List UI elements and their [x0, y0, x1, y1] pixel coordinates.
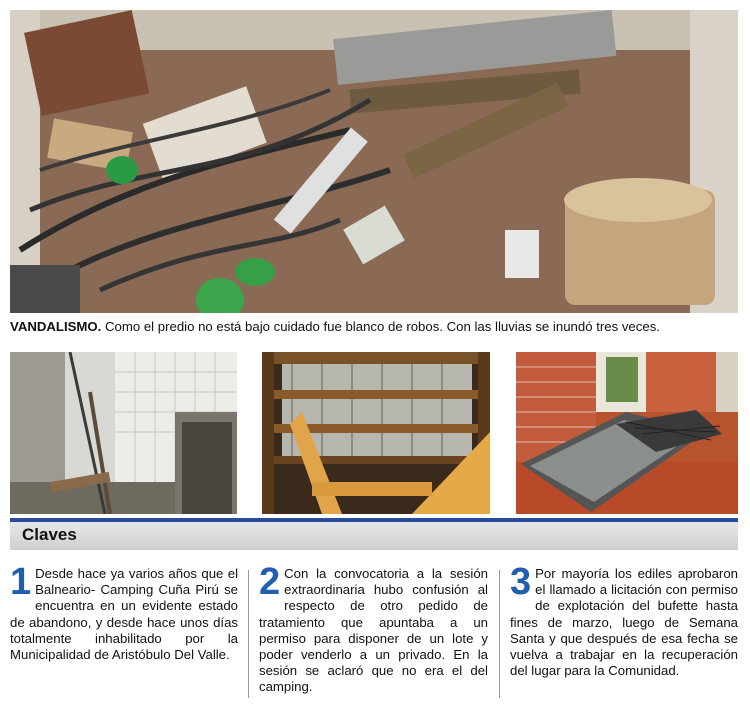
photo-broken-door [516, 352, 738, 514]
key-number: 2 [259, 561, 281, 603]
key-point-1 [10, 561, 238, 704]
photo-abandoned-room [10, 352, 237, 514]
main-photo-caption [10, 313, 738, 340]
column-separator [499, 570, 500, 698]
caption-text: Como el predio no está bajo cuidado fue blanco de robos. Con las lluvias se inundó tres veces. [101, 319, 660, 334]
section-title: Claves [22, 525, 77, 544]
main-photo-debris [10, 10, 738, 313]
key-number: 1 [10, 561, 32, 603]
key-point-3 [510, 561, 738, 704]
claves-header [10, 522, 738, 550]
key-text: Por mayoría los ediles aprobaron el llamado a licitación con permiso de explotación del bufette hasta fines de marzo, luego de Semana Santa y que después de esa fecha se vuelva a trabajar en la recuperación del lugar para la Comunidad. [510, 566, 738, 679]
column-separator [248, 570, 249, 698]
key-text: Con la convocatoria a la sesión extraordinaria hubo confusión al respecto de otro pedido de tratamiento que apuntaba a un permiso para disponer de un lote y poder venderlo a un privado. En la sesión se aclaró que no era el del camping. [259, 566, 488, 695]
key-text: Desde hace ya varios años que el Balneario- Camping Cuña Pirú se encuentra en un evidente estado de abandono, y desde hace unos días totalmente inhabilitado por la Municipalidad de Aristóbulo Del Valle. [10, 566, 238, 663]
key-point-2 [259, 561, 488, 704]
caption-label: VANDALISMO. [10, 319, 102, 334]
photo-roof-structure [262, 352, 490, 514]
key-number: 3 [510, 561, 532, 603]
